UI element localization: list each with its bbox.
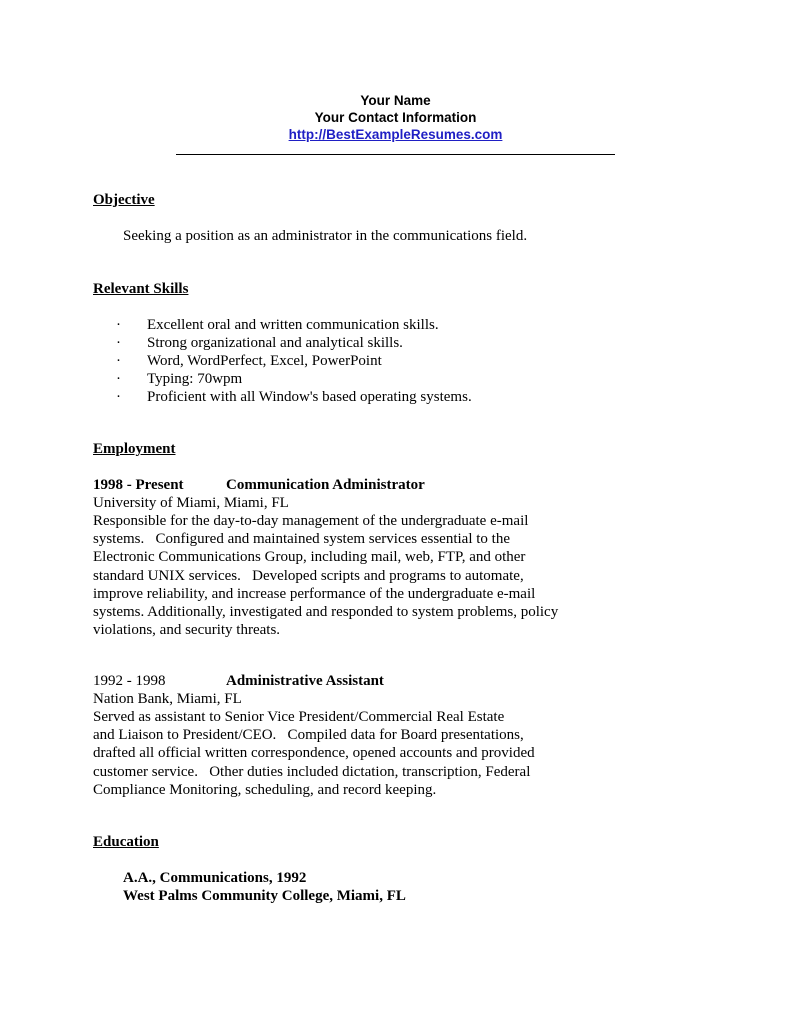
skills-list	[116, 316, 472, 406]
job-dates: 1992 - 1998	[93, 673, 166, 689]
job-title: Communication Administrator	[226, 477, 425, 493]
skill-text: Typing: 70wpm	[147, 371, 243, 387]
contact-information: Your Contact Information	[314, 110, 477, 125]
bullet-icon: ·	[116, 353, 121, 369]
education-school: West Palms Community College, Miami, FL	[123, 888, 406, 904]
education-heading: Education	[93, 834, 159, 850]
bullet-icon: ·	[116, 389, 121, 405]
objective-heading: Objective	[93, 192, 155, 208]
education-degree: A.A., Communications, 1992	[123, 870, 307, 886]
job-description	[93, 708, 535, 799]
description-line: Compliance Monitoring, scheduling, and record keeping.	[93, 781, 437, 798]
skill-text: Proficient with all Window's based operating systems.	[147, 389, 472, 405]
description-line: and Liaison to President/CEO. Compiled data for Board presentations,	[93, 727, 524, 744]
description-line: systems. Additionally, investigated and responded to system problems, policy	[93, 604, 559, 621]
description-line: drafted all official written correspondence, opened accounts and provided	[93, 745, 535, 762]
list-item	[116, 352, 472, 370]
objective-text: Seeking a position as an administrator in the communications field.	[123, 228, 528, 244]
header-divider	[176, 154, 615, 155]
skill-text: Strong organizational and analytical skills.	[147, 335, 403, 351]
skills-heading: Relevant Skills	[93, 281, 189, 297]
job-employer: Nation Bank, Miami, FL	[93, 691, 242, 707]
list-item	[116, 370, 472, 388]
description-line: Served as assistant to Senior Vice President/Commercial Real Estate	[93, 709, 505, 725]
description-line: improve reliability, and increase performance of the undergraduate e-mail	[93, 585, 536, 602]
description-line: Electronic Communications Group, including mail, web, FTP, and other	[93, 549, 526, 566]
resume-name: Your Name	[360, 93, 431, 108]
list-item	[116, 388, 472, 406]
job-employer: University of Miami, Miami, FL	[93, 495, 289, 511]
description-line: standard UNIX services. Developed scripts and programs to automate,	[93, 567, 524, 584]
bullet-icon: ·	[116, 335, 121, 351]
job-description	[93, 512, 558, 639]
bullet-icon: ·	[116, 371, 121, 387]
description-line: systems. Configured and maintained system services essential to the	[93, 531, 510, 548]
description-line: violations, and security threats.	[93, 622, 281, 639]
description-line: customer service. Other duties included dictation, transcription, Federal	[93, 763, 531, 780]
skill-text: Excellent oral and written communication skills.	[147, 317, 439, 333]
skill-text: Word, WordPerfect, Excel, PowerPoint	[147, 353, 382, 369]
website-link[interactable]: http://BestExampleResumes.com	[288, 127, 503, 142]
job-dates: 1998 - Present	[93, 477, 184, 493]
employment-heading: Employment	[93, 441, 176, 457]
list-item	[116, 316, 472, 334]
list-item	[116, 334, 472, 352]
job-title: Administrative Assistant	[226, 673, 384, 689]
description-line: Responsible for the day-to-day management of the undergraduate e-mail	[93, 513, 529, 529]
bullet-icon: ·	[116, 317, 121, 333]
